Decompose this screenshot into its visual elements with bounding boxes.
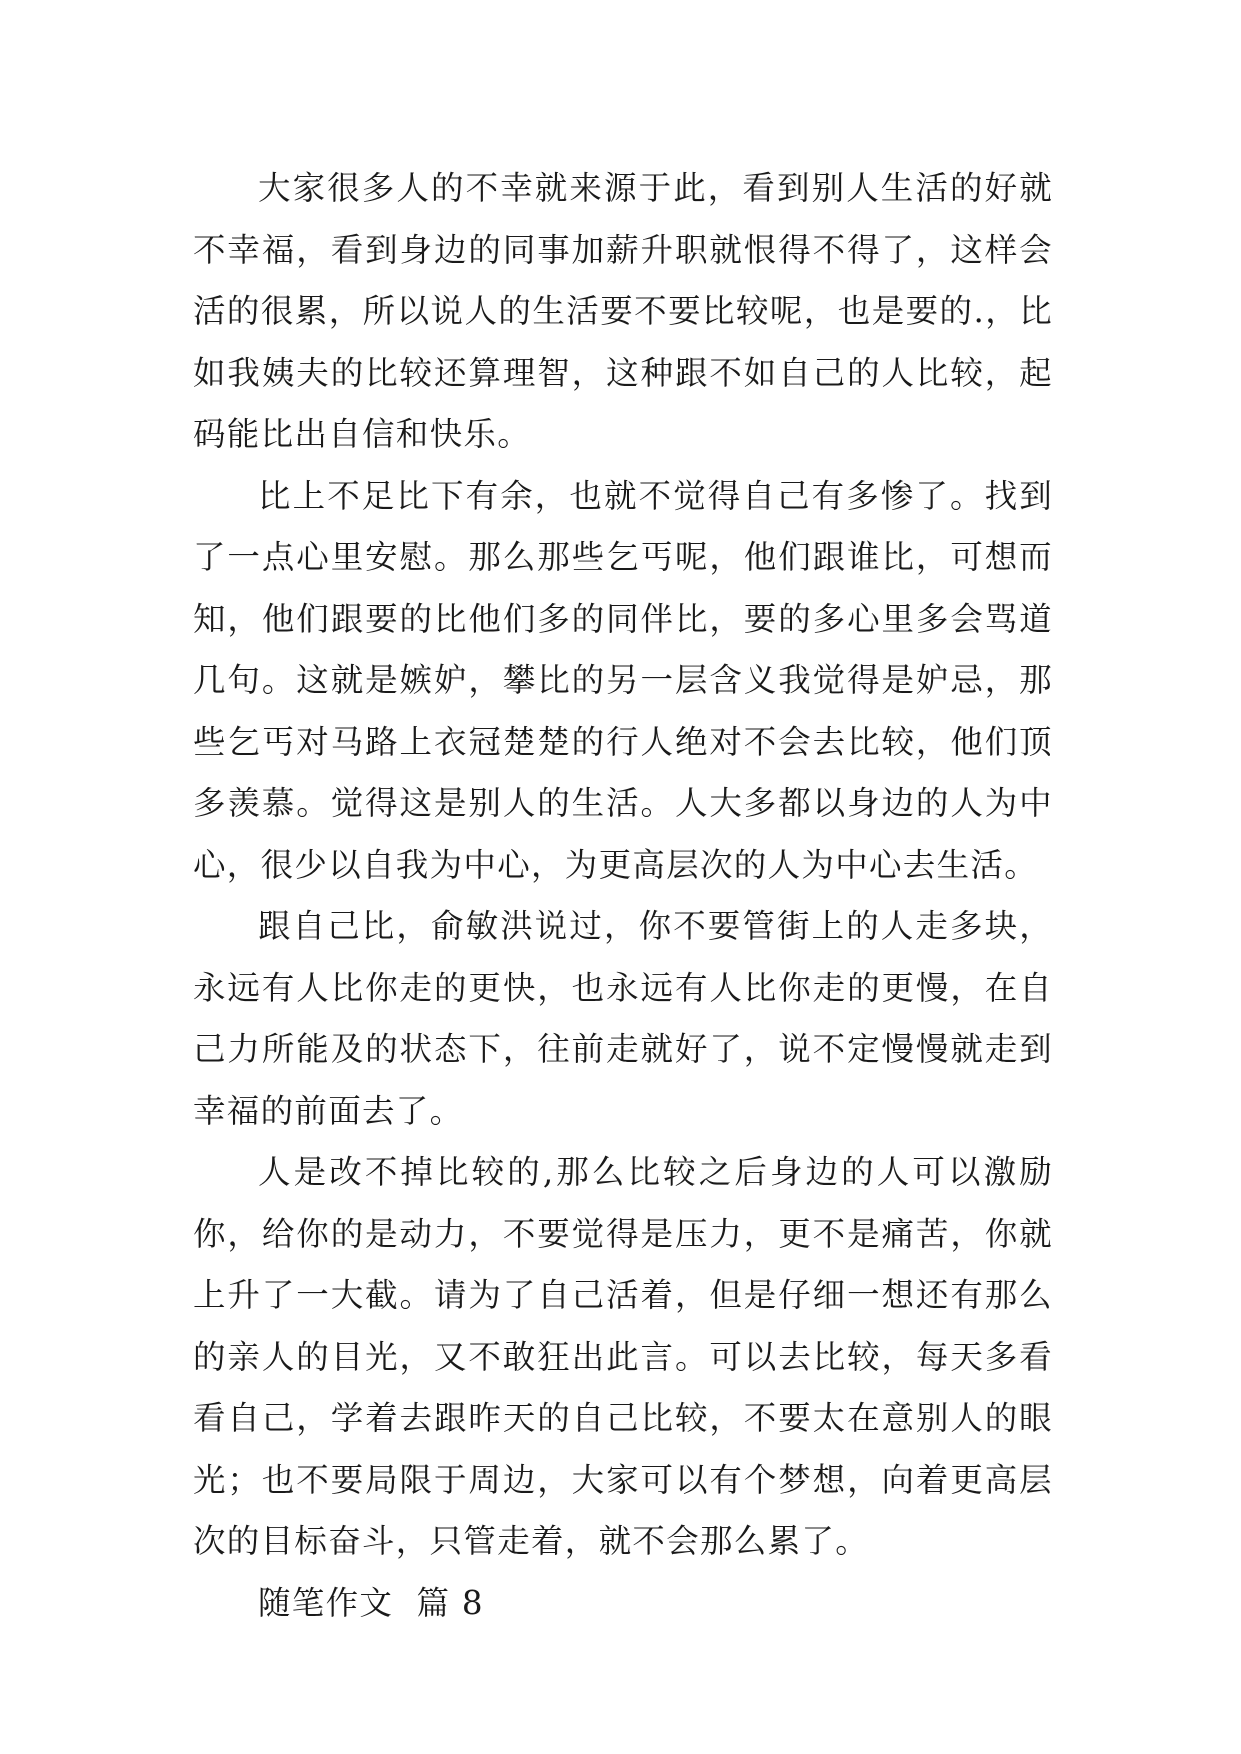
paragraph-1: 大家很多人的不幸就来源于此，看到别人生活的好就不幸福，看到身边的同事加薪升职就恨得不得了，这样会活的很累，所以说人的生活要不要比较呢，也是要的.，比如我姨夫的比较还算理智，这种跟不如自己的人比较，起码能比出自信和快乐。 bbox=[193, 169, 1053, 453]
paragraph-4: 人是改不掉比较的,那么比较之后身边的人可以激励你，给你的是动力，不要觉得是压力，更不是痛苦，你就上升了一大截。请为了自己活着，但是仔细一想还有那么的亲人的目光，又不敢狂出此言。可以去比较，每天多看看自己，学着去跟昨天的自己比较，不要太在意别人的眼光；也不要局限于周边，大家可以有个梦想，向着更高层次的目标奋斗，只管走着，就不会那么累了。 bbox=[193, 1153, 1053, 1560]
paragraph-3: 跟自己比，俞敏洪说过，你不要管街上的人走多块，永远有人比你走的更快，也永远有人比你走的更慢，在自己力所能及的状态下，往前走就好了，说不定慢慢就走到幸福的前面去了。 bbox=[193, 907, 1053, 1130]
section-heading: 随笔作文 篇 8 bbox=[258, 1583, 484, 1622]
paragraph-2: 比上不足比下有余，也就不觉得自己有多惨了。找到了一点心里安慰。那么那些乞丐呢，他们跟谁比，可想而知，他们跟要的比他们多的同伴比，要的多心里多会骂道几句。这就是嫉妒，攀比的另一层含义我觉得是妒忌，那些乞丐对马路上衣冠楚楚的行人绝对不会去比较，他们顶多羡慕。觉得这是别人的生活。人大多都以身边的人为中心，很少以自我为中心，为更高层次的人为中心去生活。 bbox=[193, 476, 1053, 884]
document-body bbox=[193, 158, 1053, 1634]
